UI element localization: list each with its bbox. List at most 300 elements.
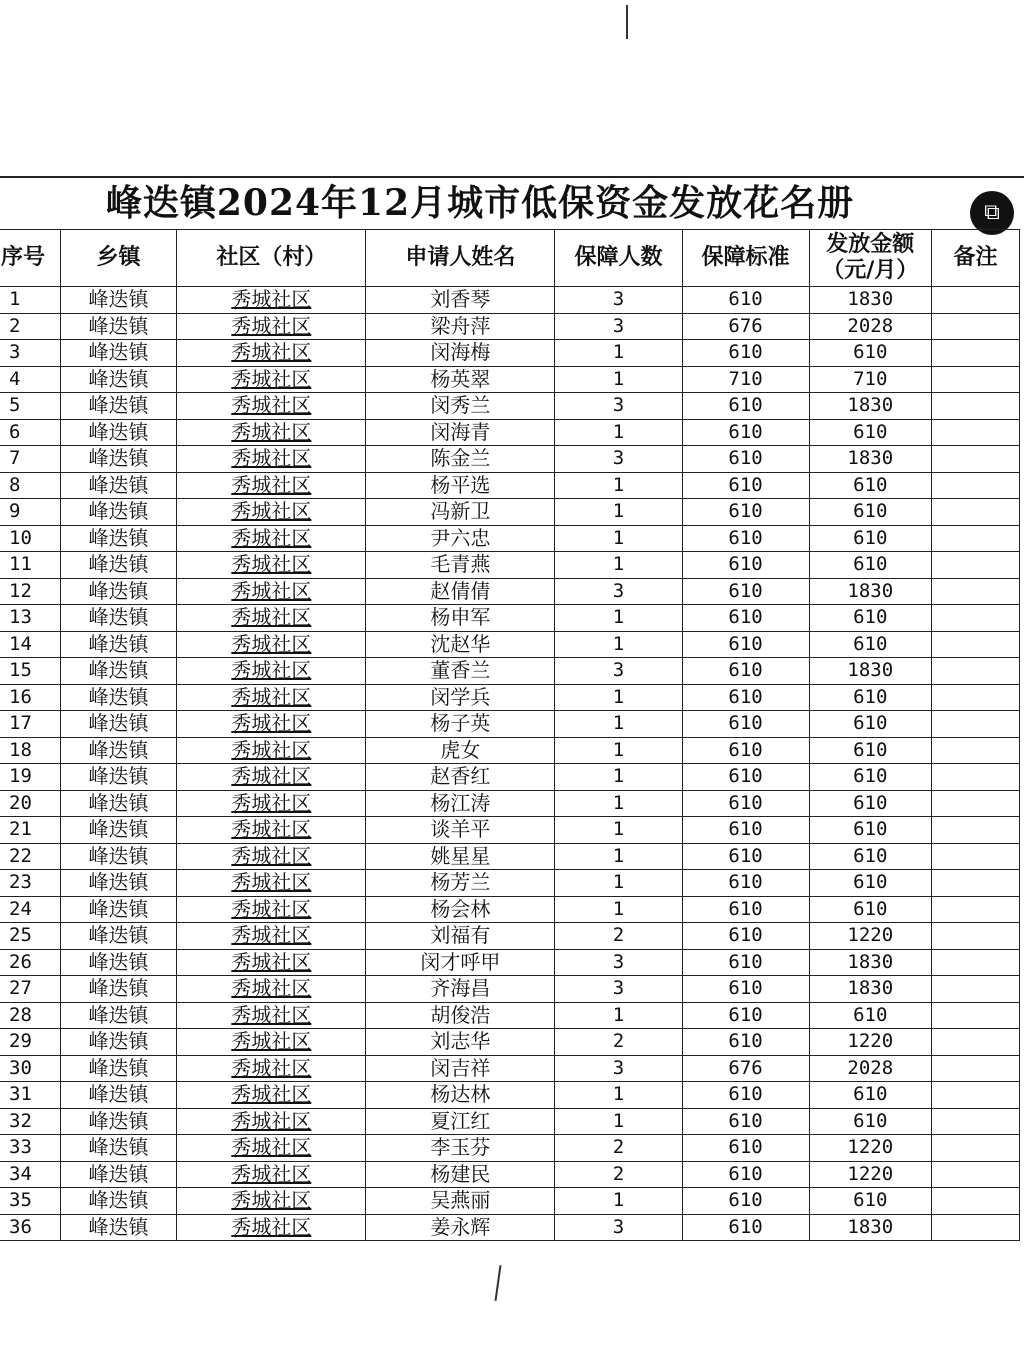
cell-town: 峰迭镇 bbox=[60, 1029, 177, 1056]
cell-town: 峰迭镇 bbox=[60, 366, 177, 393]
cell-standard: 610 bbox=[682, 1161, 809, 1188]
relief-roster-table bbox=[0, 229, 1020, 1241]
cell-community: 秀城社区 bbox=[177, 843, 366, 870]
cell-name: 齐海昌 bbox=[366, 976, 555, 1003]
cell-remark bbox=[931, 419, 1019, 446]
cell-remark bbox=[931, 1108, 1019, 1135]
cell-amount: 610 bbox=[809, 843, 931, 870]
cell-remark bbox=[931, 525, 1019, 552]
cell-town: 峰迭镇 bbox=[60, 949, 177, 976]
cell-community: 秀城社区 bbox=[177, 896, 366, 923]
cell-amount: 1220 bbox=[809, 1029, 931, 1056]
cell-amount: 2028 bbox=[809, 1055, 931, 1082]
cell-amount: 610 bbox=[809, 419, 931, 446]
cell-name: 杨子英 bbox=[366, 711, 555, 738]
cell-amount: 610 bbox=[809, 790, 931, 817]
cell-town: 峰迭镇 bbox=[60, 817, 177, 844]
cell-town: 峰迭镇 bbox=[60, 923, 177, 950]
header-town: 乡镇 bbox=[60, 230, 177, 287]
cell-standard: 610 bbox=[682, 870, 809, 897]
cell-standard: 676 bbox=[682, 313, 809, 340]
cell-town: 峰迭镇 bbox=[60, 1082, 177, 1109]
cell-persons: 2 bbox=[555, 1135, 682, 1162]
cell-seq: 22 bbox=[0, 843, 60, 870]
cell-town: 峰迭镇 bbox=[60, 525, 177, 552]
cell-community: 秀城社区 bbox=[177, 1002, 366, 1029]
cell-standard: 610 bbox=[682, 287, 809, 314]
cell-standard: 610 bbox=[682, 419, 809, 446]
table-row bbox=[0, 843, 1020, 870]
cell-seq: 3 bbox=[0, 340, 60, 367]
cell-standard: 610 bbox=[682, 1188, 809, 1215]
cell-remark bbox=[931, 393, 1019, 420]
cell-seq: 34 bbox=[0, 1161, 60, 1188]
cell-amount: 610 bbox=[809, 817, 931, 844]
cell-persons: 1 bbox=[555, 1082, 682, 1109]
header-remark: 备注 bbox=[931, 230, 1019, 287]
cell-town: 峰迭镇 bbox=[60, 1055, 177, 1082]
cell-seq: 1 bbox=[0, 287, 60, 314]
table-row bbox=[0, 605, 1020, 632]
cell-amount: 1830 bbox=[809, 658, 931, 685]
cell-remark bbox=[931, 817, 1019, 844]
cell-amount: 1830 bbox=[809, 287, 931, 314]
cell-persons: 1 bbox=[555, 340, 682, 367]
cell-persons: 3 bbox=[555, 393, 682, 420]
cell-town: 峰迭镇 bbox=[60, 1002, 177, 1029]
cell-amount: 610 bbox=[809, 1002, 931, 1029]
cell-remark bbox=[931, 446, 1019, 473]
cell-persons: 1 bbox=[555, 605, 682, 632]
header-amount-line2: （元/月） bbox=[822, 258, 919, 283]
header-applicant: 申请人姓名 bbox=[366, 230, 555, 287]
cell-persons: 3 bbox=[555, 976, 682, 1003]
cell-seq: 13 bbox=[0, 605, 60, 632]
cell-name: 赵香红 bbox=[366, 764, 555, 791]
cell-name: 尹六忠 bbox=[366, 525, 555, 552]
cell-town: 峰迭镇 bbox=[60, 605, 177, 632]
cell-seq: 19 bbox=[0, 764, 60, 791]
cell-town: 峰迭镇 bbox=[60, 313, 177, 340]
cell-remark bbox=[931, 790, 1019, 817]
cell-remark bbox=[931, 737, 1019, 764]
cell-amount: 610 bbox=[809, 764, 931, 791]
cell-town: 峰迭镇 bbox=[60, 896, 177, 923]
cell-name: 李玉芬 bbox=[366, 1135, 555, 1162]
cell-community: 秀城社区 bbox=[177, 578, 366, 605]
cell-persons: 2 bbox=[555, 923, 682, 950]
cell-town: 峰迭镇 bbox=[60, 578, 177, 605]
cell-amount: 1830 bbox=[809, 578, 931, 605]
cell-amount: 1220 bbox=[809, 923, 931, 950]
cell-community: 秀城社区 bbox=[177, 1161, 366, 1188]
cell-name: 刘志华 bbox=[366, 1029, 555, 1056]
table-row bbox=[0, 1135, 1020, 1162]
cell-standard: 676 bbox=[682, 1055, 809, 1082]
table-row bbox=[0, 684, 1020, 711]
cell-remark bbox=[931, 658, 1019, 685]
cell-remark bbox=[931, 1188, 1019, 1215]
cell-standard: 610 bbox=[682, 446, 809, 473]
cell-community: 秀城社区 bbox=[177, 949, 366, 976]
cell-community: 秀城社区 bbox=[177, 1082, 366, 1109]
cell-remark bbox=[931, 923, 1019, 950]
cell-seq: 18 bbox=[0, 737, 60, 764]
cell-community: 秀城社区 bbox=[177, 1188, 366, 1215]
cell-town: 峰迭镇 bbox=[60, 419, 177, 446]
cell-persons: 1 bbox=[555, 419, 682, 446]
cell-standard: 610 bbox=[682, 949, 809, 976]
cell-standard: 710 bbox=[682, 366, 809, 393]
cell-persons: 1 bbox=[555, 525, 682, 552]
cell-standard: 610 bbox=[682, 843, 809, 870]
cell-amount: 610 bbox=[809, 1188, 931, 1215]
table-row bbox=[0, 1161, 1020, 1188]
cell-standard: 610 bbox=[682, 1108, 809, 1135]
cell-seq: 6 bbox=[0, 419, 60, 446]
cell-community: 秀城社区 bbox=[177, 313, 366, 340]
cell-persons: 1 bbox=[555, 1002, 682, 1029]
cell-remark bbox=[931, 870, 1019, 897]
cell-amount: 610 bbox=[809, 340, 931, 367]
cell-remark bbox=[931, 896, 1019, 923]
cell-amount: 1830 bbox=[809, 446, 931, 473]
cell-town: 峰迭镇 bbox=[60, 1108, 177, 1135]
header-persons: 保障人数 bbox=[555, 230, 682, 287]
cell-standard: 610 bbox=[682, 340, 809, 367]
cell-name: 闵秀兰 bbox=[366, 393, 555, 420]
cell-community: 秀城社区 bbox=[177, 1214, 366, 1241]
cell-standard: 610 bbox=[682, 1002, 809, 1029]
cell-seq: 4 bbox=[0, 366, 60, 393]
cell-name: 闵海青 bbox=[366, 419, 555, 446]
cell-town: 峰迭镇 bbox=[60, 552, 177, 579]
cell-community: 秀城社区 bbox=[177, 631, 366, 658]
cell-name: 杨江涛 bbox=[366, 790, 555, 817]
cell-amount: 610 bbox=[809, 896, 931, 923]
cell-remark bbox=[931, 1002, 1019, 1029]
cell-community: 秀城社区 bbox=[177, 499, 366, 526]
cell-remark bbox=[931, 287, 1019, 314]
header-seq: 序号 bbox=[0, 230, 60, 287]
cell-persons: 1 bbox=[555, 896, 682, 923]
table-row bbox=[0, 340, 1020, 367]
cell-community: 秀城社区 bbox=[177, 1055, 366, 1082]
cell-seq: 23 bbox=[0, 870, 60, 897]
cell-community: 秀城社区 bbox=[177, 1135, 366, 1162]
cell-standard: 610 bbox=[682, 711, 809, 738]
cell-amount: 1220 bbox=[809, 1135, 931, 1162]
cell-standard: 610 bbox=[682, 923, 809, 950]
cell-town: 峰迭镇 bbox=[60, 1135, 177, 1162]
cell-community: 秀城社区 bbox=[177, 446, 366, 473]
cell-amount: 610 bbox=[809, 711, 931, 738]
cell-remark bbox=[931, 976, 1019, 1003]
cell-seq: 2 bbox=[0, 313, 60, 340]
cell-remark bbox=[931, 472, 1019, 499]
cell-town: 峰迭镇 bbox=[60, 340, 177, 367]
cell-name: 冯新卫 bbox=[366, 499, 555, 526]
cell-name: 闵学兵 bbox=[366, 684, 555, 711]
cell-community: 秀城社区 bbox=[177, 525, 366, 552]
cell-standard: 610 bbox=[682, 525, 809, 552]
cell-persons: 1 bbox=[555, 737, 682, 764]
cell-standard: 610 bbox=[682, 1135, 809, 1162]
cell-town: 峰迭镇 bbox=[60, 631, 177, 658]
cell-standard: 610 bbox=[682, 499, 809, 526]
cell-persons: 1 bbox=[555, 870, 682, 897]
cell-seq: 32 bbox=[0, 1108, 60, 1135]
table-row bbox=[0, 1002, 1020, 1029]
cell-amount: 610 bbox=[809, 870, 931, 897]
cell-town: 峰迭镇 bbox=[60, 1188, 177, 1215]
cell-persons: 1 bbox=[555, 817, 682, 844]
cell-seq: 28 bbox=[0, 1002, 60, 1029]
cell-amount: 610 bbox=[809, 552, 931, 579]
document-title: 峰迭镇2024年12月城市低保资金发放花名册 bbox=[105, 182, 855, 224]
table-row bbox=[0, 578, 1020, 605]
cell-standard: 610 bbox=[682, 896, 809, 923]
cell-community: 秀城社区 bbox=[177, 340, 366, 367]
cell-town: 峰迭镇 bbox=[60, 737, 177, 764]
table-row bbox=[0, 366, 1020, 393]
cell-amount: 610 bbox=[809, 1108, 931, 1135]
cell-standard: 610 bbox=[682, 472, 809, 499]
cell-community: 秀城社区 bbox=[177, 976, 366, 1003]
cell-town: 峰迭镇 bbox=[60, 976, 177, 1003]
cell-standard: 610 bbox=[682, 817, 809, 844]
cell-seq: 7 bbox=[0, 446, 60, 473]
cell-persons: 1 bbox=[555, 711, 682, 738]
cell-name: 赵倩倩 bbox=[366, 578, 555, 605]
cell-persons: 1 bbox=[555, 552, 682, 579]
cell-community: 秀城社区 bbox=[177, 287, 366, 314]
cell-community: 秀城社区 bbox=[177, 366, 366, 393]
cell-remark bbox=[931, 313, 1019, 340]
cell-standard: 610 bbox=[682, 764, 809, 791]
table-row bbox=[0, 1214, 1020, 1241]
cell-community: 秀城社区 bbox=[177, 711, 366, 738]
cell-amount: 710 bbox=[809, 366, 931, 393]
cell-seq: 25 bbox=[0, 923, 60, 950]
cell-remark bbox=[931, 764, 1019, 791]
cell-name: 董香兰 bbox=[366, 658, 555, 685]
cell-community: 秀城社区 bbox=[177, 817, 366, 844]
table-row bbox=[0, 393, 1020, 420]
table-row bbox=[0, 976, 1020, 1003]
cell-standard: 610 bbox=[682, 1214, 809, 1241]
cell-name: 刘香琴 bbox=[366, 287, 555, 314]
cell-seq: 12 bbox=[0, 578, 60, 605]
cell-community: 秀城社区 bbox=[177, 1029, 366, 1056]
cell-community: 秀城社区 bbox=[177, 658, 366, 685]
cell-standard: 610 bbox=[682, 552, 809, 579]
cell-seq: 14 bbox=[0, 631, 60, 658]
cell-persons: 3 bbox=[555, 287, 682, 314]
cell-remark bbox=[931, 1135, 1019, 1162]
cell-persons: 3 bbox=[555, 949, 682, 976]
cell-town: 峰迭镇 bbox=[60, 499, 177, 526]
cell-amount: 1220 bbox=[809, 1161, 931, 1188]
cell-persons: 1 bbox=[555, 764, 682, 791]
cell-persons: 2 bbox=[555, 1029, 682, 1056]
cell-amount: 1830 bbox=[809, 393, 931, 420]
table-row bbox=[0, 631, 1020, 658]
cell-name: 杨建民 bbox=[366, 1161, 555, 1188]
table-row bbox=[0, 737, 1020, 764]
cell-persons: 1 bbox=[555, 1188, 682, 1215]
cell-town: 峰迭镇 bbox=[60, 287, 177, 314]
table-row bbox=[0, 419, 1020, 446]
cell-standard: 610 bbox=[682, 631, 809, 658]
cell-name: 杨英翠 bbox=[366, 366, 555, 393]
cell-persons: 3 bbox=[555, 446, 682, 473]
cell-persons: 1 bbox=[555, 631, 682, 658]
cell-town: 峰迭镇 bbox=[60, 684, 177, 711]
cell-town: 峰迭镇 bbox=[60, 658, 177, 685]
cell-standard: 610 bbox=[682, 976, 809, 1003]
cell-standard: 610 bbox=[682, 1029, 809, 1056]
cell-remark bbox=[931, 366, 1019, 393]
table-row bbox=[0, 472, 1020, 499]
cell-amount: 610 bbox=[809, 631, 931, 658]
cell-name: 胡俊浩 bbox=[366, 1002, 555, 1029]
cell-remark bbox=[931, 1161, 1019, 1188]
cell-persons: 1 bbox=[555, 472, 682, 499]
cell-name: 虎女 bbox=[366, 737, 555, 764]
cell-persons: 3 bbox=[555, 1055, 682, 1082]
cell-seq: 33 bbox=[0, 1135, 60, 1162]
cell-town: 峰迭镇 bbox=[60, 870, 177, 897]
table-row bbox=[0, 658, 1020, 685]
cell-amount: 1830 bbox=[809, 976, 931, 1003]
cell-seq: 16 bbox=[0, 684, 60, 711]
cell-seq: 29 bbox=[0, 1029, 60, 1056]
cell-persons: 1 bbox=[555, 790, 682, 817]
table-row bbox=[0, 949, 1020, 976]
cell-remark bbox=[931, 552, 1019, 579]
cell-remark bbox=[931, 949, 1019, 976]
table-row bbox=[0, 446, 1020, 473]
cell-seq: 30 bbox=[0, 1055, 60, 1082]
cell-remark bbox=[931, 843, 1019, 870]
cell-town: 峰迭镇 bbox=[60, 1214, 177, 1241]
cell-remark bbox=[931, 684, 1019, 711]
header-community: 社区（村） bbox=[177, 230, 366, 287]
cell-name: 刘福有 bbox=[366, 923, 555, 950]
cell-name: 杨达林 bbox=[366, 1082, 555, 1109]
cell-town: 峰迭镇 bbox=[60, 446, 177, 473]
cell-persons: 1 bbox=[555, 1108, 682, 1135]
cell-town: 峰迭镇 bbox=[60, 472, 177, 499]
cell-community: 秀城社区 bbox=[177, 684, 366, 711]
table-row bbox=[0, 711, 1020, 738]
cell-community: 秀城社区 bbox=[177, 923, 366, 950]
cell-remark bbox=[931, 578, 1019, 605]
cell-persons: 2 bbox=[555, 1161, 682, 1188]
cell-seq: 5 bbox=[0, 393, 60, 420]
cell-name: 杨芳兰 bbox=[366, 870, 555, 897]
cell-name: 杨会林 bbox=[366, 896, 555, 923]
cell-persons: 1 bbox=[555, 843, 682, 870]
cell-persons: 3 bbox=[555, 1214, 682, 1241]
cell-name: 姚星星 bbox=[366, 843, 555, 870]
cell-amount: 610 bbox=[809, 1082, 931, 1109]
cell-name: 毛青燕 bbox=[366, 552, 555, 579]
scan-artifact-line bbox=[626, 5, 628, 39]
cell-name: 杨平选 bbox=[366, 472, 555, 499]
cell-town: 峰迭镇 bbox=[60, 790, 177, 817]
table-row bbox=[0, 1029, 1020, 1056]
scan-badge-icon[interactable]: ⧉ bbox=[970, 191, 1014, 235]
cell-seq: 11 bbox=[0, 552, 60, 579]
cell-remark bbox=[931, 605, 1019, 632]
cell-town: 峰迭镇 bbox=[60, 711, 177, 738]
table-row bbox=[0, 1055, 1020, 1082]
cell-seq: 24 bbox=[0, 896, 60, 923]
cell-seq: 17 bbox=[0, 711, 60, 738]
table-row bbox=[0, 923, 1020, 950]
cell-amount: 610 bbox=[809, 525, 931, 552]
table-row bbox=[0, 552, 1020, 579]
cell-amount: 610 bbox=[809, 737, 931, 764]
cell-name: 陈金兰 bbox=[366, 446, 555, 473]
table-row bbox=[0, 764, 1020, 791]
cell-town: 峰迭镇 bbox=[60, 1161, 177, 1188]
table-header-row bbox=[0, 230, 1020, 287]
table-row bbox=[0, 313, 1020, 340]
cell-town: 峰迭镇 bbox=[60, 393, 177, 420]
cell-community: 秀城社区 bbox=[177, 552, 366, 579]
cell-amount: 610 bbox=[809, 499, 931, 526]
cell-seq: 36 bbox=[0, 1214, 60, 1241]
cell-seq: 9 bbox=[0, 499, 60, 526]
cell-remark bbox=[931, 1214, 1019, 1241]
cell-remark bbox=[931, 499, 1019, 526]
header-amount bbox=[809, 230, 931, 287]
cell-town: 峰迭镇 bbox=[60, 843, 177, 870]
cell-standard: 610 bbox=[682, 393, 809, 420]
cell-amount: 2028 bbox=[809, 313, 931, 340]
cell-standard: 610 bbox=[682, 605, 809, 632]
cell-community: 秀城社区 bbox=[177, 870, 366, 897]
cell-community: 秀城社区 bbox=[177, 1108, 366, 1135]
cell-persons: 1 bbox=[555, 499, 682, 526]
cell-community: 秀城社区 bbox=[177, 393, 366, 420]
cell-community: 秀城社区 bbox=[177, 764, 366, 791]
cell-name: 杨申军 bbox=[366, 605, 555, 632]
cell-seq: 21 bbox=[0, 817, 60, 844]
cell-standard: 610 bbox=[682, 684, 809, 711]
cell-community: 秀城社区 bbox=[177, 419, 366, 446]
cell-amount: 610 bbox=[809, 472, 931, 499]
cell-community: 秀城社区 bbox=[177, 737, 366, 764]
cell-name: 闵吉祥 bbox=[366, 1055, 555, 1082]
table-row bbox=[0, 287, 1020, 314]
cell-amount: 610 bbox=[809, 684, 931, 711]
cell-seq: 27 bbox=[0, 976, 60, 1003]
cell-amount: 610 bbox=[809, 605, 931, 632]
cell-standard: 610 bbox=[682, 1082, 809, 1109]
table-row bbox=[0, 499, 1020, 526]
cell-seq: 10 bbox=[0, 525, 60, 552]
cell-community: 秀城社区 bbox=[177, 472, 366, 499]
cell-seq: 31 bbox=[0, 1082, 60, 1109]
table-row bbox=[0, 870, 1020, 897]
cell-remark bbox=[931, 1055, 1019, 1082]
cell-standard: 610 bbox=[682, 658, 809, 685]
scan-artifact-line bbox=[495, 1265, 502, 1301]
